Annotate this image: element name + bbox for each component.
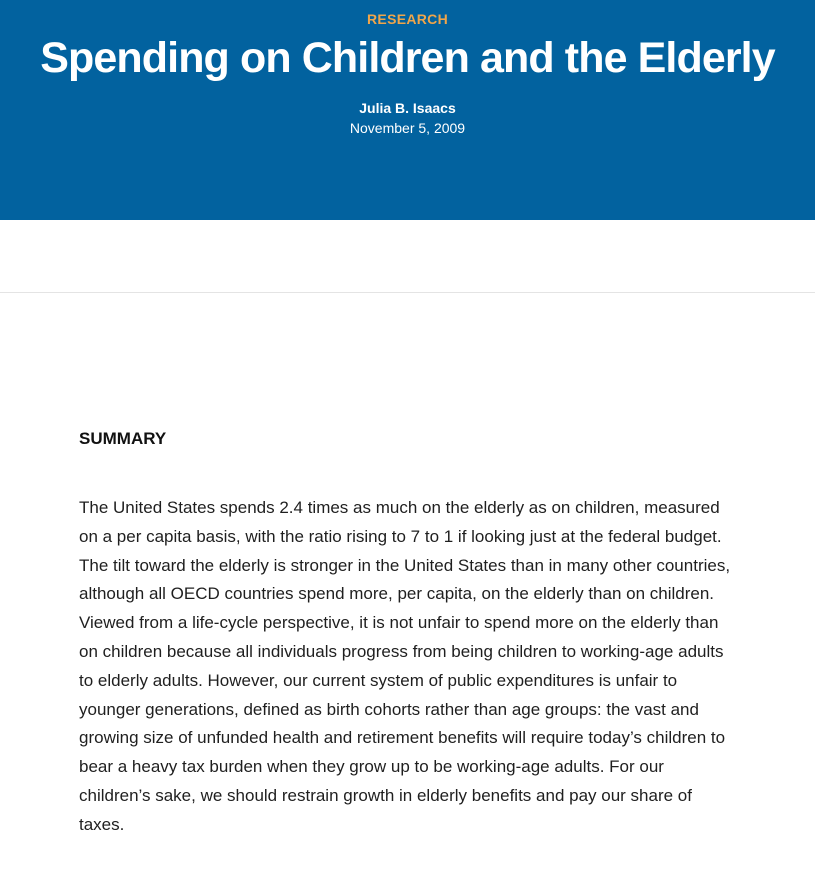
summary-heading: SUMMARY	[79, 429, 167, 448]
article-hero	[0, 0, 815, 220]
section-divider	[0, 292, 815, 293]
publication-date: November 5, 2009	[349, 120, 466, 136]
summary-paragraph: The United States spends 2.4 times as much on the elderly as on children, measured on a per capita basis, with the ratio rising to 7 to 1 if looking just at the federal budget. The tilt toward the elderly is stronger in the United States than in many other countries, although all OECD countries spend more, per capita, on the elderly than on children. Viewed from a life-cycle perspective, it is not unfair to spend more on the elderly than on children because all individuals progress from being children to working-age adults to elderly adults. However, our current system of public expenditures is unfair to younger generations, defined as birth cohorts rather than age groups: the vast and growing size of unfunded health and retirement benefits will require today’s children to bear a heavy tax burden when they grow up to be working-age adults. For our children’s sake, we should restrain growth in elderly benefits and pay our share of taxes.	[79, 498, 731, 834]
article-title: Spending on Children and the Elderly	[40, 34, 775, 82]
research-category-label[interactable]: RESEARCH	[367, 11, 448, 27]
author-name[interactable]: Julia B. Isaacs	[359, 100, 456, 116]
